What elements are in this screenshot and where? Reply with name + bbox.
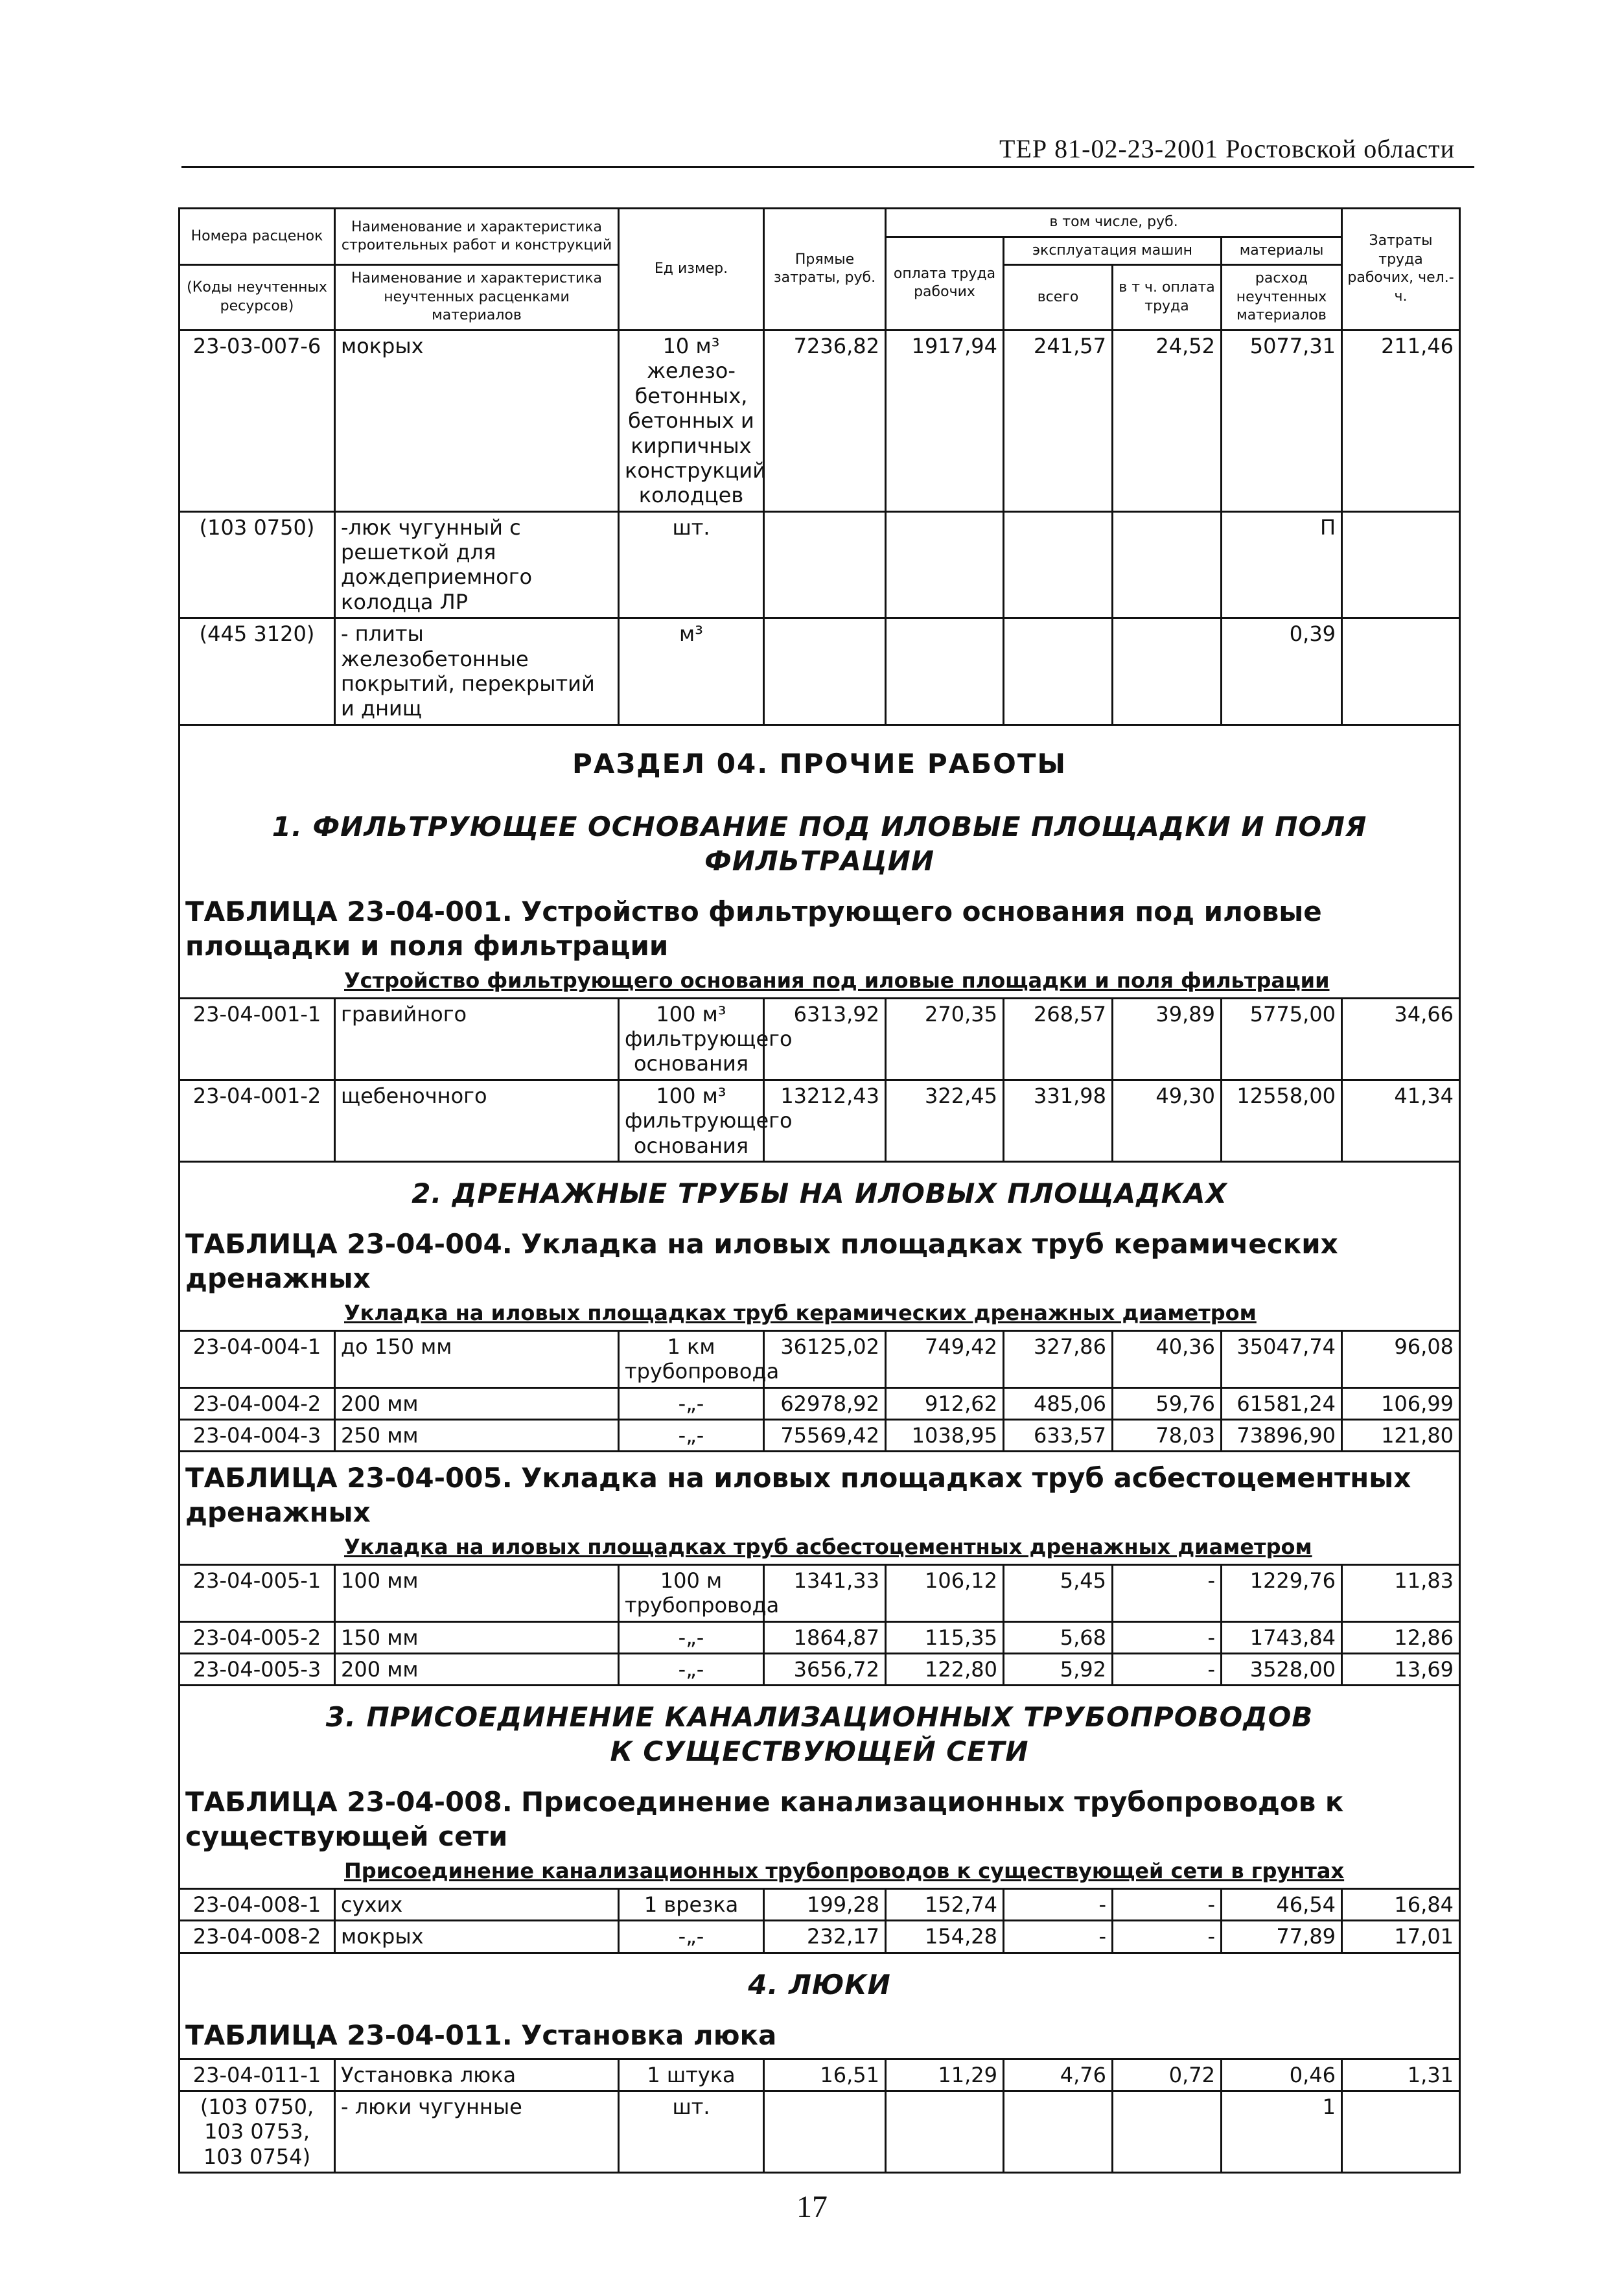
table-23-04-004-title: ТАБЛИЦА 23-04-004. Укладка на иловых площадках труб керамических дренажных xyxy=(185,1228,1338,1294)
table-row: 23-04-005-1 100 мм 100 м трубопровода 1341,33 106,12 5,45 - 1229,76 11,83 xyxy=(180,1564,1460,1621)
table-23-04-004-desc: Укладка на иловых площадках труб керамических дренажных диаметром xyxy=(344,1301,1257,1326)
col-labor: Затраты труда рабочих, чел.-ч. xyxy=(1342,209,1460,331)
subsection-3-title: 3. ПРИСОЕДИНЕНИЕ КАНАЛИЗАЦИОННЫХ ТРУБОПРОВОДОВ К СУЩЕСТВУЮЩЕЙ СЕТИ xyxy=(325,1701,1314,1767)
section-title: РАЗДЕЛ 04. ПРОЧИЕ РАБОТЫ xyxy=(572,747,1067,780)
table-23-04-008-title: ТАБЛИЦА 23-04-008. Присоединение канализационных трубопроводов к существующей сети xyxy=(185,1786,1344,1852)
table-23-04-008-desc: Присоединение канализационных трубопроводов к существующей сети в грунтах xyxy=(344,1859,1345,1884)
col-code-bottom: (Коды неучтенных ресурсов) xyxy=(180,265,335,331)
section-band xyxy=(180,1953,1460,2059)
table-23-04-001-desc: Устройство фильтрующего основания под иловые площадки и поля фильтрации xyxy=(344,968,1330,993)
header-row-1 xyxy=(180,209,1460,237)
running-header xyxy=(181,130,1474,168)
section-band xyxy=(180,1686,1460,1888)
table-row: 23-04-005-3 200 мм -„- 3656,72 122,80 5,92 - 3528,00 13,69 xyxy=(180,1653,1460,1685)
table-23-04-001-title: ТАБЛИЦА 23-04-001. Устройство фильтрующего основания под иловые площадки и поля фильтрации xyxy=(185,896,1322,962)
subsection-1-title: 1. ФИЛЬТРУЮЩЕЕ ОСНОВАНИЕ ПОД ИЛОВЫЕ ПЛОЩАДКИ И ПОЛЯ ФИЛЬТРАЦИИ xyxy=(272,811,1367,877)
table-23-04-005-title: ТАБЛИЦА 23-04-005. Укладка на иловых площадках труб асбестоцементных дренажных xyxy=(185,1462,1411,1528)
table-row: (103 0750) -люк чугунный с решеткой для дождеприемного колодца ЛР шт. П xyxy=(180,511,1460,618)
col-materials-unaccounted: расход неучтенных материалов xyxy=(1222,265,1342,331)
table-row: 23-04-005-2 150 мм -„- 1864,87 115,35 5,68 - 1743,84 12,86 xyxy=(180,1621,1460,1653)
rates-table xyxy=(178,207,1461,2174)
page-number: 17 xyxy=(796,2190,828,2224)
running-title: ТЕР 81-02-23-2001 Ростовской области xyxy=(999,134,1455,163)
section-band xyxy=(180,1161,1460,1330)
subsection-4-title: 4. ЛЮКИ xyxy=(748,1968,891,2001)
col-code-top: Номера расценок xyxy=(180,209,335,265)
table-row: 23-04-001-1 гравийного 100 м³ фильтрующего основания 6313,92 270,35 268,57 39,89 5775,00 34,66 xyxy=(180,998,1460,1080)
section-band xyxy=(180,1452,1460,1564)
col-machines-total: всего xyxy=(1004,265,1113,331)
col-materials: материалы xyxy=(1222,237,1342,265)
col-including: в том числе, руб. xyxy=(886,209,1342,237)
col-machines-wages: в т ч. оплата труда xyxy=(1113,265,1222,331)
col-wages: оплата труда рабочих xyxy=(886,237,1004,330)
col-name-bottom: Наименование и характеристика неучтенных расценками материалов xyxy=(335,265,619,331)
subsection-2-title: 2. ДРЕНАЖНЫЕ ТРУБЫ НА ИЛОВЫХ ПЛОЩАДКАХ xyxy=(412,1177,1227,1209)
col-name-top: Наименование и характеристика строительных работ и конструкций xyxy=(335,209,619,265)
table-row: 23-04-011-1 Установка люка 1 штука 16,51 11,29 4,76 0,72 0,46 1,31 xyxy=(180,2059,1460,2091)
table-row: 23-04-004-3 250 мм -„- 75569,42 1038,95 633,57 78,03 73896,90 121,80 xyxy=(180,1420,1460,1452)
table-row: 23-04-004-2 200 мм -„- 62978,92 912,62 485,06 59,76 61581,24 106,99 xyxy=(180,1387,1460,1419)
table-row: (103 0750, 103 0753, 103 0754) - люки чугунные шт. 1 xyxy=(180,2091,1460,2172)
section-band xyxy=(180,725,1460,998)
table-23-04-005-desc: Укладка на иловых площадках труб асбестоцементных дренажных диаметром xyxy=(344,1535,1312,1560)
table-row: 23-04-008-2 мокрых -„- 232,17 154,28 - - 77,89 17,01 xyxy=(180,1921,1460,1953)
table-23-04-011-title: ТАБЛИЦА 23-04-011. Установка люка xyxy=(185,2019,777,2052)
table-row: 23-04-004-1 до 150 мм 1 км трубопровода 36125,02 749,42 327,86 40,36 35047,74 96,08 xyxy=(180,1330,1460,1387)
table-row: 23-04-001-2 щебеночного 100 м³ фильтрующего основания 13212,43 322,45 331,98 49,30 12558,00 41,34 xyxy=(180,1080,1460,1161)
col-unit: Ед измер. xyxy=(619,209,764,331)
col-machines: эксплуатация машин xyxy=(1004,237,1222,265)
col-direct: Прямые затраты, руб. xyxy=(764,209,886,331)
table-row: (445 3120) - плиты железобетонные покрытий, перекрытий и днищ м³ 0,39 xyxy=(180,618,1460,725)
table-row: 23-03-007-6 мокрых 10 м³ железо-бетонных, бетонных и кирпичных конструкций колодцев 7236,82 1917,94 241,57 24,52 5077,31 211,46 xyxy=(180,330,1460,511)
table-row: 23-04-008-1 сухих 1 врезка 199,28 152,74 - - 46,54 16,84 xyxy=(180,1888,1460,1920)
